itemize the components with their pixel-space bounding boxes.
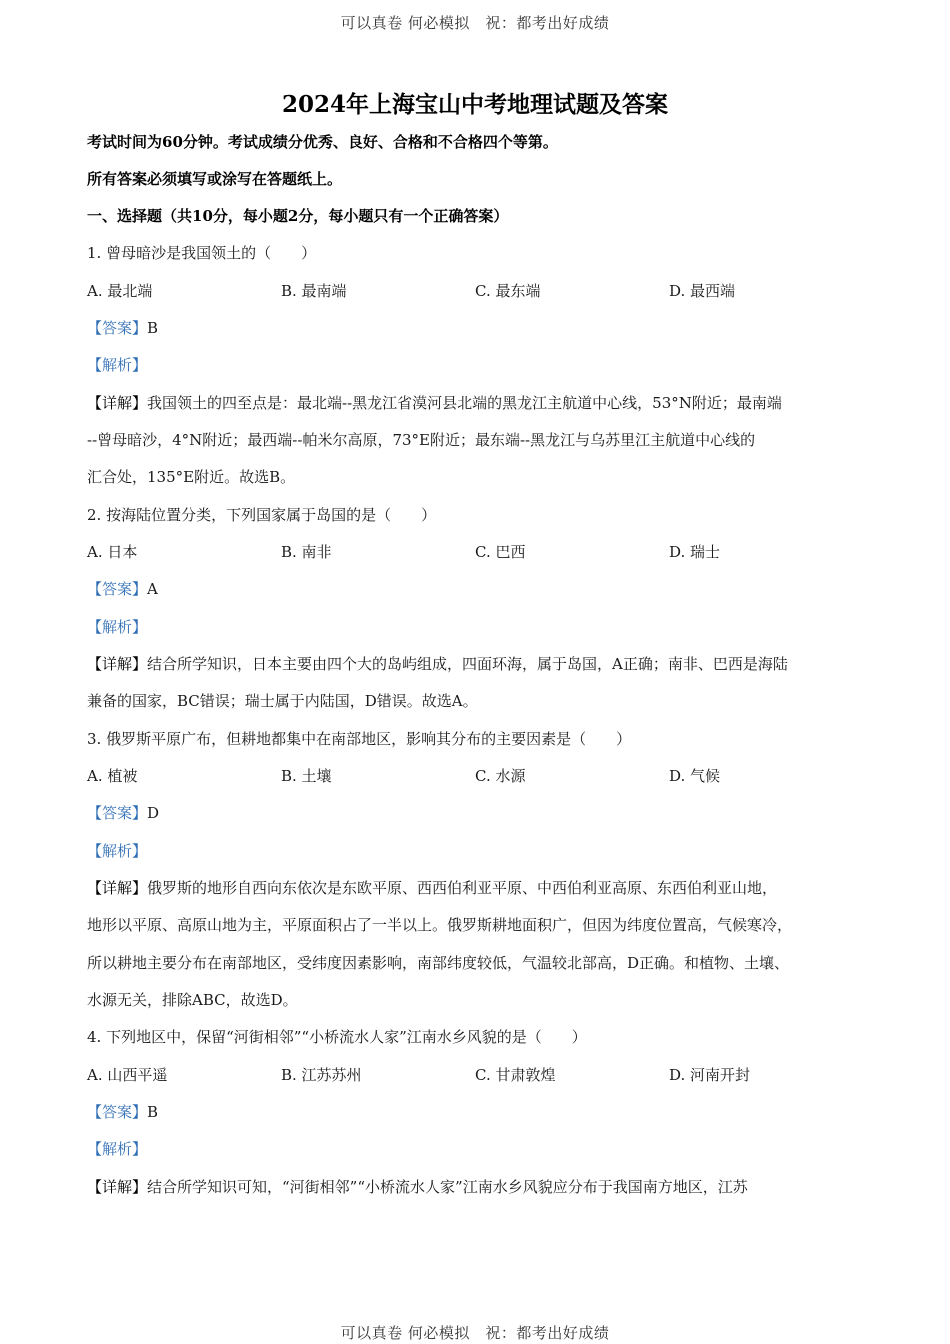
question-1-option-c: C. 最东端	[475, 282, 541, 300]
section-title: 一、选择题（共10分，每小题2分，每小题只有一个正确答案）	[87, 207, 509, 225]
page-footer: 可以真卷 何必模拟 祝：都考出好成绩	[340, 1324, 610, 1342]
question-3-analysis	[87, 841, 147, 861]
question-3-detail-line-4: 水源无关，排除ABC，故选D。	[87, 991, 298, 1009]
answer-label: 【答案】	[87, 804, 148, 822]
instruction-answer-sheet: 所有答案必须填写或涂写在答题纸上。	[87, 170, 343, 188]
question-3-stem: 3. 俄罗斯平原广布，但耕地都集中在南部地区，影响其分布的主要因素是（ ）	[87, 730, 632, 748]
question-4-option-d: D. 河南开封	[669, 1066, 751, 1084]
question-1-option-b: B. 最南端	[281, 282, 347, 300]
question-2-stem: 2. 按海陆位置分类，下列国家属于岛国的是（ ）	[87, 506, 437, 524]
question-3-answer	[87, 803, 159, 823]
analysis-label: 【解析】	[87, 618, 148, 636]
answer-label: 【答案】	[87, 580, 148, 598]
answer-label: 【答案】	[87, 319, 148, 337]
question-3-option-c: C. 水源	[475, 767, 526, 785]
question-4-option-a: A. 山西平遥	[87, 1066, 168, 1084]
answer-value: B	[147, 1103, 159, 1121]
question-2-option-b: B. 南非	[281, 543, 332, 561]
question-3-option-d: D. 气候	[669, 767, 721, 785]
question-3-detail-line-1	[87, 878, 777, 898]
question-1-option-d: D. 最西端	[669, 282, 736, 300]
question-2-detail-line-2: 兼备的国家，BC错误；瑞士属于内陆国，D错误。故选A。	[87, 692, 478, 710]
question-4-option-b: B. 江苏苏州	[281, 1066, 362, 1084]
question-2-analysis	[87, 617, 147, 637]
question-1-option-a: A. 最北端	[87, 282, 153, 300]
answer-value: D	[147, 804, 160, 822]
question-3-option-b: B. 土壤	[281, 767, 332, 785]
detail-label: 【详解】	[87, 879, 148, 897]
analysis-label: 【解析】	[87, 356, 148, 374]
detail-text: 结合所学知识，日本主要由四个大的岛屿组成，四面环海，属于岛国，A正确；南非、巴西是海陆	[147, 655, 788, 673]
question-4-analysis	[87, 1139, 147, 1159]
question-2-answer	[87, 579, 158, 599]
answer-label: 【答案】	[87, 1103, 148, 1121]
question-4-option-c: C. 甘肃敦煌	[475, 1066, 556, 1084]
instruction-time: 考试时间为60分钟。考试成绩分优秀、良好、合格和不合格四个等第。	[87, 133, 558, 151]
question-1-detail-line-1	[87, 393, 782, 413]
question-3-option-a: A. 植被	[87, 767, 138, 785]
detail-label: 【详解】	[87, 1178, 148, 1196]
question-1-stem: 1. 曾母暗沙是我国领土的（ ）	[87, 244, 317, 262]
question-1-detail-line-3: 汇合处，135°E附近。故选B。	[87, 468, 296, 486]
detail-text: 俄罗斯的地形自西向东依次是东欧平原、西西伯利亚平原、中西伯利亚高原、东西伯利亚山地，	[147, 879, 778, 897]
question-4-answer	[87, 1102, 158, 1122]
question-1-detail-line-2: --曾母暗沙，4°N附近；最西端--帕米尔高原，73°E附近；最东端--黑龙江与乌苏里江主航道中心线的	[87, 431, 756, 449]
question-2-detail-line-1	[87, 654, 788, 674]
question-2-option-a: A. 日本	[87, 543, 138, 561]
question-2-option-d: D. 瑞士	[669, 543, 721, 561]
detail-text: 结合所学知识可知，“河街相邻”“小桥流水人家”江南水乡风貌应分布于我国南方地区，江苏	[147, 1178, 748, 1196]
analysis-label: 【解析】	[87, 842, 148, 860]
page-title: 2024年上海宝山中考地理试题及答案	[281, 91, 668, 118]
question-1-analysis	[87, 355, 147, 375]
question-2-option-c: C. 巴西	[475, 543, 526, 561]
answer-value: A	[147, 580, 158, 598]
detail-text: 我国领土的四至点是：最北端--黑龙江省漠河县北端的黑龙江主航道中心线，53°N附近；最南端	[147, 394, 782, 412]
question-4-detail-line-1	[87, 1177, 748, 1197]
analysis-label: 【解析】	[87, 1140, 148, 1158]
detail-label: 【详解】	[87, 655, 148, 673]
page-header: 可以真卷 何必模拟 祝：都考出好成绩	[340, 14, 610, 32]
question-3-detail-line-3: 所以耕地主要分布在南部地区，受纬度因素影响，南部纬度较低，气温较北部高，D正确。和植物、土壤、	[87, 954, 790, 972]
detail-label: 【详解】	[87, 394, 148, 412]
question-4-stem: 4. 下列地区中，保留“河街相邻”“小桥流水人家”江南水乡风貌的是（ ）	[87, 1028, 587, 1046]
answer-value: B	[147, 319, 159, 337]
question-1-answer	[87, 318, 158, 338]
question-3-detail-line-2: 地形以平原、高原山地为主，平原面积占了一半以上。俄罗斯耕地面积广，但因为纬度位置高，气候寒冷，	[87, 916, 793, 934]
